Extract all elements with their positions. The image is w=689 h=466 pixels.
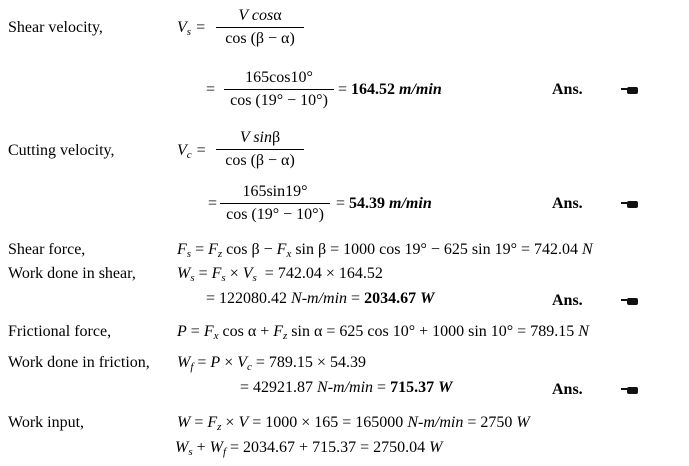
- work-shear-label: Work done in shear,: [8, 265, 136, 282]
- calc-denominator: cos (19° − 10°): [230, 92, 328, 109]
- shear-velocity-calc: [224, 68, 334, 111]
- equals-sign: =: [206, 81, 216, 98]
- cutting-velocity-calc: [220, 182, 330, 225]
- shear-velocity-result: = 164.52 m/min: [338, 81, 442, 98]
- cutting-velocity-label: Cutting velocity,: [8, 142, 115, 159]
- pointing-hand-icon: [621, 198, 639, 210]
- work-shear-equation: $W_s = F_s \times V_s = 742.04 \times 164.52$: [177, 265, 383, 284]
- ans-label: Ans.: [552, 195, 583, 212]
- equals-sign: =: [208, 195, 218, 212]
- work-friction-label: Work done in friction,: [8, 354, 150, 371]
- calc-denominator: cos (19° − 10°): [226, 206, 324, 223]
- shear-velocity-label: Shear velocity,: [8, 19, 103, 36]
- formula-numerator: V cosα: [238, 7, 282, 24]
- pointing-hand-icon: [621, 384, 639, 396]
- cutting-velocity-formula: V sinβ cos (β − α): [216, 128, 304, 171]
- cutting-velocity-symbol: $V_c$ =: [177, 142, 207, 161]
- work-friction-equation: $W_f = P \times V_c = 789.15 \times 54.39$: [177, 354, 366, 373]
- work-input-check: $W_s + W_f = 2034.67 + 715.37 = 2750.04$ W: [175, 439, 443, 458]
- ans-label: Ans.: [552, 81, 583, 98]
- calc-numerator: 165cos10°: [245, 69, 313, 86]
- pointing-hand-icon: [621, 295, 639, 307]
- frictional-force-label: Frictional force,: [8, 323, 112, 340]
- work-input-label: Work input,: [8, 414, 85, 431]
- shear-force-equation: $F_s = F_z$ $\cos \beta - F_x$ sin β = 1000 cos 19° − 625 sin 19° = 742.04 N: [177, 241, 593, 260]
- work-friction-continuation: = 42921.87 N-m/min = 715.37 W: [240, 379, 453, 396]
- shear-force-label: Shear force,: [8, 241, 86, 258]
- work-input-equation: $W = F_z \times V = 1000 \times 165 = 165000$ N-m/min = 2750 W: [177, 414, 530, 433]
- formula-denominator: cos (β − α): [225, 30, 295, 47]
- shear-velocity-formula: [216, 6, 304, 49]
- calc-numerator: 165sin19°: [242, 183, 308, 200]
- ans-label: Ans.: [552, 292, 583, 309]
- pointing-hand-icon: [621, 84, 639, 96]
- shear-velocity-symbol: $V_s$ =: [177, 19, 206, 38]
- frictional-force-equation: $P = F_x$ $\cos \alpha + F_z$ sin α = 625 cos 10° + 1000 sin 10° = 789.15 N: [177, 323, 589, 342]
- cutting-velocity-result: = 54.39 m/min: [336, 195, 432, 212]
- ans-label: Ans.: [552, 381, 583, 398]
- work-shear-continuation: = 122080.42 N-m/min = 2034.67 W: [206, 290, 435, 307]
